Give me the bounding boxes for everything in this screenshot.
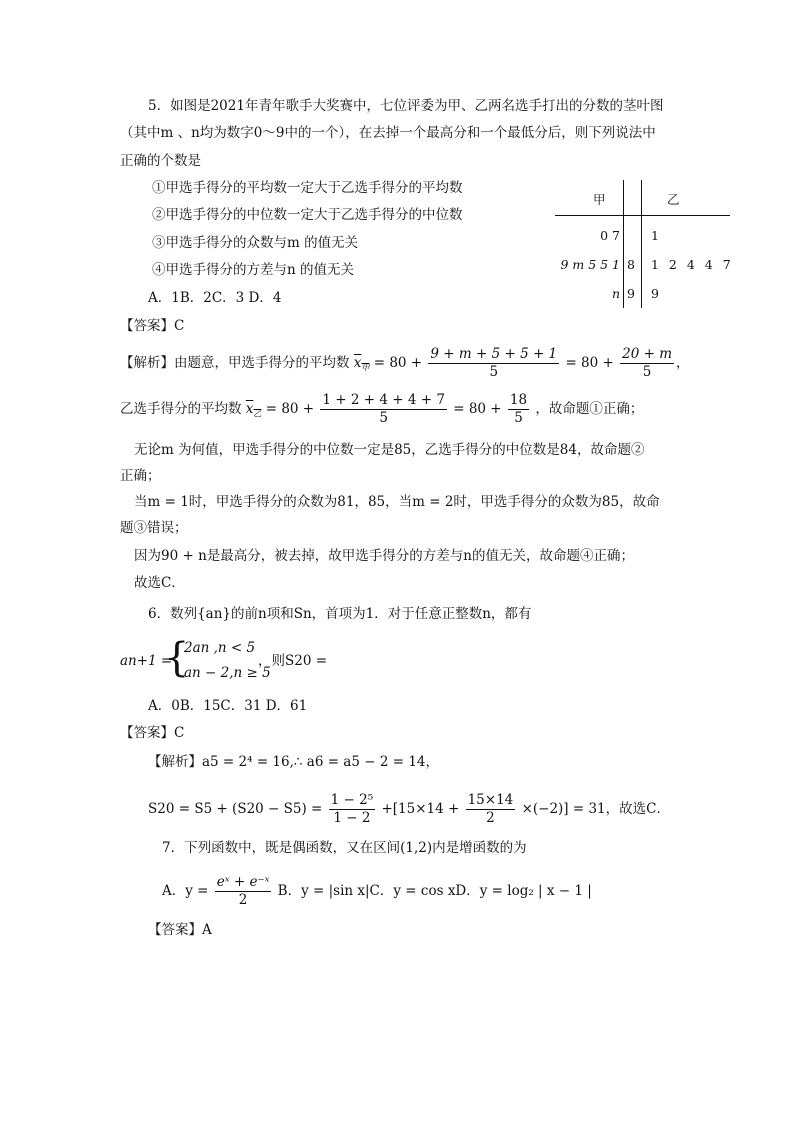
q5-expl-b-head: 乙选手得分的平均数: [120, 401, 242, 417]
stem-leaf-right-header: 乙: [667, 192, 680, 207]
q5-expl-a: 【解析】由题意，甲选手得分的平均数 $x_甲 = 80$ + $\frac{9 + m + 5 + 5 + 1}{5}$ = 80 + $\frac{20 + m}{5}$ ，: [120, 346, 690, 380]
q5-statement-3: ③甲选手得分的众数与m 的值无关: [152, 235, 359, 251]
q5-expl-e: 因为90 + n是最高分，被去掉，故甲选手得分的方差与n的值无关，故命题④正确；: [134, 548, 634, 564]
q7-answer: 【答案】A: [148, 922, 212, 938]
mean-yi-symbol: $x_乙$: [245, 401, 262, 419]
q6-answer: 【答案】C: [120, 725, 185, 741]
fraction-numerator: eˣ + e⁻ˣ: [216, 874, 270, 890]
fraction-denominator: 5: [642, 364, 652, 380]
q5-expl-f: 故选C．: [134, 575, 185, 591]
q6-line1: 6．数列{an}的前n项和Sn，首项为1．对于任意正整数n，都有: [148, 606, 532, 622]
fraction-denominator: 5: [489, 364, 499, 380]
q5-options: A．1B．2C．3 D．4: [148, 290, 282, 306]
q6-case-2: an − 2,n ≥ 5: [184, 665, 271, 681]
row3-left-leaves: n: [611, 286, 620, 301]
fraction-denominator: 2: [238, 892, 248, 908]
fraction-arithmetic: [466, 792, 516, 827]
q5-expl-d2: 题③错误；: [120, 520, 188, 536]
q6-case-1: 2an ,n < 5: [184, 640, 256, 656]
fraction-denominator: 5: [379, 410, 388, 426]
row3-stem: 9: [627, 286, 635, 301]
fraction-geometric-sum: [329, 792, 375, 827]
q5-expl-d1: 当m = 1时，甲选手得分的众数为81，85，当m = 2时，甲选手得分的众数为85，故命: [134, 494, 660, 510]
row2-stem: 8: [627, 257, 635, 272]
fraction-numerator: 15×14: [467, 792, 514, 808]
row2-right-leaves: 1 2 4 4 7: [651, 257, 731, 272]
q5-statement-1: ①甲选手得分的平均数一定大于乙选手得分的平均数: [152, 180, 463, 196]
mean-jia-symbol: $x_甲$: [353, 355, 370, 373]
q7-option-a-prefix: A．y =: [162, 883, 209, 899]
fraction-denominator: 1 − 2: [333, 810, 371, 826]
fraction-denominator: 2: [486, 810, 495, 826]
q5-expl-c1: 无论m 为何值，甲选手得分的中位数一定是85，乙选手得分的中位数是84，故命题②: [134, 442, 645, 458]
q5-expl-a-eq2: = 80 +: [565, 355, 614, 371]
q6-expl-2a: S20 = S5 + (S20 − S5) =: [148, 801, 323, 817]
q5-statement-2: ②甲选手得分的中位数一定大于乙选手得分的中位数: [152, 207, 463, 223]
q5-expl-head: 【解析】由题意，甲选手得分的平均数: [120, 355, 350, 371]
q6-expl-2c: ×(−2)] = 31，故选C．: [521, 801, 670, 817]
q5-line2: （其中m 、n均为数字0～9中的一个），在去掉一个最高分和一个最低分后，则下列说法中: [120, 125, 656, 141]
q5-expl-c2: 正确；: [120, 468, 161, 484]
q6-expl-1: 【解析】a5 = 2⁴ = 16,∴ a6 = a5 − 2 = 14，: [148, 754, 440, 770]
stem-leaf-divider-left: [623, 180, 624, 308]
piecewise-brace: {: [164, 635, 190, 681]
q5-answer: 【答案】C: [120, 318, 185, 334]
row3-right-leaves: 9: [651, 286, 659, 301]
q6-options: A．0B．15C．31 D．61: [148, 698, 308, 714]
q5-expl-b-eq1: = 80 +: [265, 401, 315, 417]
fraction-jia-sum: [428, 346, 559, 381]
q6-expl-2: [148, 792, 670, 827]
stem-leaf-divider-right: [641, 180, 642, 308]
row2-left-leaves: 9 m 5 5 1: [560, 257, 620, 272]
row1-right-leaves: 1: [651, 228, 659, 243]
q5-expl-b-eq2: = 80 +: [453, 401, 502, 417]
q5-expl-a-eq1: = 80 +: [373, 355, 423, 371]
q5-line1: 5．如图是2021年青年歌手大奖赛中，七位评委为甲、乙两名选手打出的分数的茎叶图: [148, 98, 664, 114]
row1-left-leaves: 0 7: [600, 228, 620, 243]
q6-expl-2b: +[15×14 +: [381, 801, 460, 817]
stem-leaf-header-rule: [555, 215, 730, 216]
q5-expl-b-tail: ，故命题①正确；: [535, 401, 644, 417]
q5-line3: 正确的个数是: [120, 153, 201, 169]
q5-expl-b: [120, 392, 643, 427]
fraction-numerator: 9 + m + 5 + 5 + 1: [430, 346, 558, 362]
stem-leaf-plot: [555, 180, 735, 310]
fraction-denominator: 5: [514, 410, 523, 426]
fraction-numerator: 1 − 2⁵: [330, 792, 374, 808]
fraction-yi-simplified: [508, 392, 529, 427]
q6-tail: ，则S20 =: [258, 653, 328, 669]
fraction-numerator: 18: [509, 392, 528, 408]
stem-leaf-left-header: 甲: [593, 192, 606, 207]
fraction-numerator: 1 + 2 + 4 + 4 + 7: [322, 392, 445, 408]
q7-line1: 7．下列函数中，既是偶函数，又在区间(1,2)内是增函数的为: [162, 840, 527, 856]
fraction-cosh: [215, 874, 272, 909]
fraction-numerator: 20 + m: [622, 346, 672, 362]
q7-options-rest: B．y = |sin x|C．y = cos xD．y = log₂ | x − 1 |: [277, 883, 592, 899]
q6-recurrence-lhs: an+1 =: [120, 653, 173, 669]
fraction-yi-sum: [320, 392, 447, 427]
q5-statement-4: ④甲选手得分的方差与n 的值无关: [152, 262, 354, 278]
fraction-jia-simplified: [620, 346, 674, 381]
q7-options: [162, 874, 592, 909]
